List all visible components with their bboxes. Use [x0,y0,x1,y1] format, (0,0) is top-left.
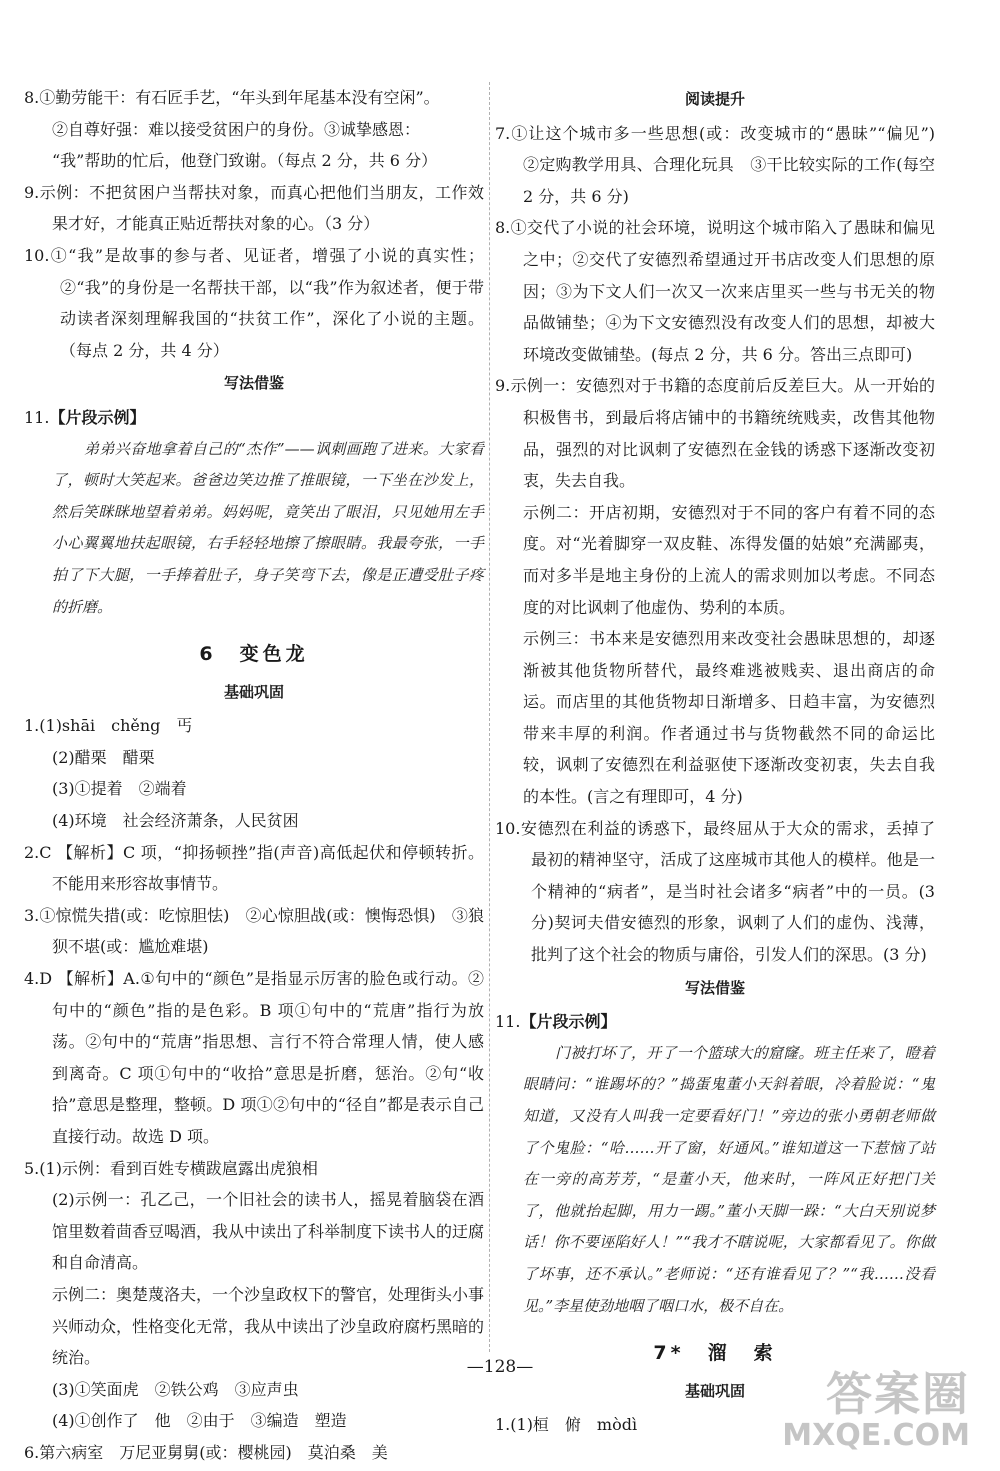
answer-q9: 9.示例：不把贫困户当帮扶对象，而真心把他们当朋友，工作效果才好，才能真正贴近帮扶对象的心。（3 分） [24,182,484,234]
answer-q10: 10.安德烈在利益的诱惑下，最终屈从于大众的需求，丢掉了最初的精神坚守，活成了这座城市其他人的模样。他是一个精神的“病者”，是当时社会诸多“病者”中的一员。(3 分)契诃夫借安德烈的形象，讽刺了人们的虚伪、浅薄，批判了这个社会的物质与庸俗，引发人们的深思。(3 分) [495,818,935,965]
section-heading-basic: 基础巩固 [223,682,284,701]
page-number: —128— [466,1357,534,1377]
q5-line: 5.(1)示例：看到百姓专横跋扈露出虎狼相 [24,1158,318,1178]
section-heading-basic: 基础巩固 [684,1381,745,1400]
watermark-url: MXQE.COM [782,1418,970,1453]
lesson-title: 6 变色龙 [199,643,309,666]
answer-q11-heading [495,1006,935,1038]
answer-q11-sample: 弟弟兴奋地拿着自己的“杰作”——讽刺画跑了进来。大家看了，顿时大笑起来。爸爸边笑边推了推眼镜，一下坐在沙发上，然后笑眯眯地望着弟弟。妈妈呢，竟笑出了眼泪，只见她用左手小心翼翼地扶起眼镜，右手轻轻地擦了擦眼睛。我最夸张，一手拍了下大腿，一手捧着肚子，身子笑弯下去，像是正遭受肚子疼的折磨。 [52,439,484,616]
q5-line: 示例二：奥楚蔑洛夫，一个沙皇政权下的警官，处理街头小事兴师动众，性格变化无常，我从中读出了沙皇政府腐朽黑暗的统治。 [52,1284,485,1368]
answer-q7: 7.①让这个城市多一些思想(或：改变城市的“愚昧”“偏见”) ②定购教学用具、合理化玩具 ③干比较实际的工作(每空 2 分，共 6 分) [495,123,952,206]
lesson-title: 7* 溜 索 [653,1342,777,1365]
column-divider [489,82,491,1352]
q1-line: 1.(1)shāi chěng 丐 [24,716,193,736]
q8-line: “我”帮助的忙后，他登门致谢。（每点 2 分，共 6 分） [52,151,438,171]
question-number: 11. [495,1012,521,1032]
answer-q3: 3.①惊慌失措(或：吃惊胆怯) ②心惊胆战(或：懊悔恐惧) ③狼狈不堪(或：尴尬难堪) [24,905,484,957]
q8-line: 8.①勤劳能干：有石匠手艺，“年头到年尾基本没有空闲”。 [24,88,440,107]
q1-line: (3)①提着 ②端着 [52,779,187,799]
q5-line: (3)①笑面虎 ②铁公鸡 ③应声虫 [52,1379,299,1399]
answer-q11-heading [24,402,484,434]
fragment-label: 【片段示例】 [49,407,146,427]
q5-line: (4)①创作了 他 ②由于 ③编造 塑造 [52,1411,347,1431]
section-heading-writing: 写法借鉴 [684,978,745,997]
q8-line: ②自尊好强：难以接受贫困户的身份。③诚挚感恩： [52,119,421,139]
q5-line: (2)示例一：孔乙己，一个旧社会的读书人，摇晃着脑袋在酒馆里数着茴香豆喝酒，我从中读出了科举制度下读书人的迂腐和自命清高。 [52,1190,485,1273]
q9-example-3: 示例三：书本来是安德烈用来改变社会愚昧思想的，却逐渐被其他货物所替代，最终难逃被贱卖、退出商店的命运。而店里的其他货物却日渐增多、日趋丰富，为安德烈带来丰厚的利润。作者通过书与货物截然不同的命运比较，讽刺了安德烈在利益驱使下逐渐改变初衷，失去自我的本性。(言之有理即可，4 分) [523,629,935,807]
answer-q6: 6.第六病室 万尼亚舅舅(或：樱桃园) 莫泊桑 美 [24,1442,388,1462]
watermark-logo: 答案圈 [826,1367,970,1421]
fragment-label: 【片段示例】 [520,1012,617,1032]
answer-q8: 8.①交代了小说的社会环境，说明这个城市陷入了愚昧和偏见之中；②交代了安德烈希望通过开书店改变人们思想的原因；③为下文人们一次又一次来店里买一些与书无关的物品做铺垫；④为下文安德烈没有改变人们的思想，却被大环境改变做铺垫。(每点 2 分，共 6 分。答出三点即可) [495,218,935,364]
section-heading-writing: 写法借鉴 [223,374,284,393]
right-column [495,82,952,1441]
answer-q11-sample: 门被打坏了，开了一个篮球大的窟窿。班主任来了，瞪着眼睛问：“谁踢坏的？”捣蛋鬼董小天斜着眼，冷着脸说：“鬼知道，又没有人叫我一定要看好门！”旁边的张小勇朝老师做了个鬼脸：“哈……开了窗，好通风。”谁知道这一下惹恼了站在一旁的高芳芳，“是董小天，他来时，一阵风正好把门关了，他就抬起脚，用力一踢。”董小天脚一跺：“大白天别说梦话！你不要诬陷好人！”“我才不瞎说呢，大家都看见了。你做了坏事，还不承认。”老师说：“还有谁看见了？”“我……没看见。”李星使劲地咽了咽口水，极不自在。 [523,1043,935,1315]
answer-q10: 10.①“我”是故事的参与者、见证者，增强了小说的真实性；②“我”的身份是一名帮扶干部，以“我”作为叙述者，便于带动读者深刻理解我国的“扶贫工作”，深化了小说的主题。（每点 2 分，共 4 分） [24,245,484,360]
q1-line: (2)醋栗 醋栗 [52,747,155,767]
q1-line: 1.(1)桓 俯 mòdì [495,1415,638,1435]
question-number: 11. [24,407,50,427]
q1-line: (4)环境 社会经济萧条，人民贫困 [52,811,299,831]
q9-example-1: 9.示例一：安德烈对于书籍的态度前后反差巨大。从一开始的积极售书，到最后将店铺中的书籍统统贱卖，改售其他物品，强烈的对比讽刺了安德烈在金钱的诱惑下逐渐改变初衷，失去自我。 [495,376,935,491]
left-column [24,82,484,1469]
answer-q2: 2.C 【解析】C 项，“抑扬顿挫”指(声音)高低起伏和停顿转折。不能用来形容故事情节。 [24,842,484,894]
q9-example-2: 示例二：开店初期，安德烈对于不同的客户有着不同的态度。对“光着脚穿一双皮鞋、冻得发僵的姑娘”充满鄙夷，而对多半是地主身份的上流人的需求则加以考虑。不同态度的对比讽刺了他虚伪、势利的本质。 [523,502,935,617]
section-heading-reading: 阅读提升 [684,90,745,108]
answer-q4: 4.D 【解析】A.①句中的“颜色”是指显示厉害的脸色或行动。②句中的“颜色”指的是色彩。B 项①句中的“荒唐”指行为放荡。②句中的“荒唐”指思想、言行不符合常理人情，使人感到离奇。C 项①句中的“收拾”意思是折磨，惩治。②句“收拾”意思是整理，整顿。D 项①②句中的“径自”都是表示自己直接行动。故选 D 项。 [24,969,484,1146]
watermark [782,1369,970,1453]
